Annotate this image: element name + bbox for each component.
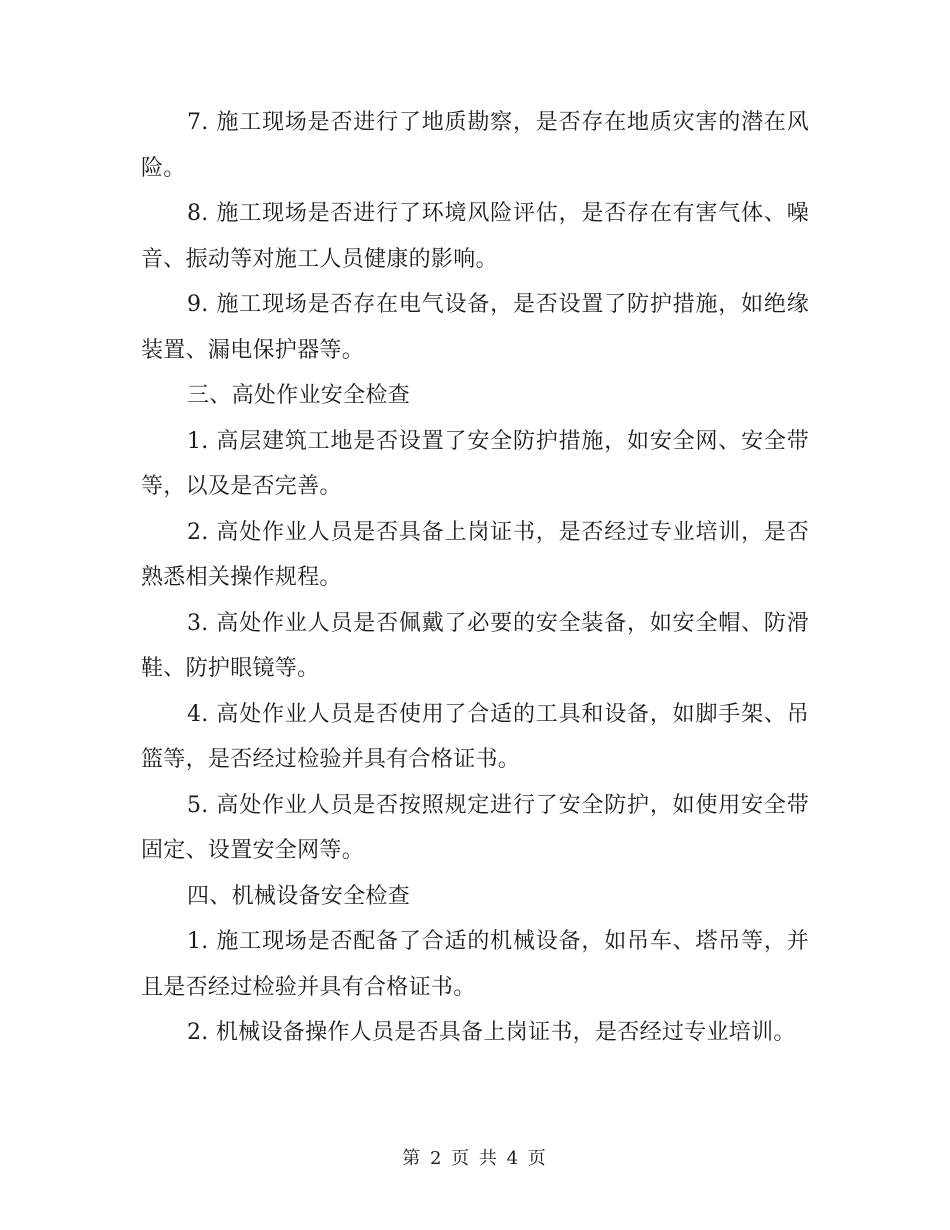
list-item-4: 4. 高处作业人员是否使用了合适的工具和设备，如脚手架、吊篮等，是否经过检验并具有合格证书。: [141, 701, 809, 772]
document-body: [141, 100, 809, 1056]
list-item-9: 9. 施工现场是否存在电气设备，是否设置了防护措施，如绝缘装置、漏电保护器等。: [141, 292, 809, 363]
list-item-7: 7. 施工现场是否进行了地质勘察，是否存在地质灾害的潜在风险。: [141, 110, 809, 181]
section-heading-3: 三、高处作业安全检查: [187, 383, 411, 408]
list-item-3: 3. 高处作业人员是否佩戴了必要的安全装备，如安全帽、防滑鞋、防护眼镜等。: [141, 610, 809, 681]
list-item-5: 5. 高处作业人员是否按照规定进行了安全防护，如使用安全带固定、设置安全网等。: [141, 792, 809, 863]
section-heading-4: 四、机械设备安全检查: [187, 883, 411, 909]
page-number-footer: 第 2 页 共 4 页: [402, 1148, 548, 1169]
list-item-2: 2. 高处作业人员是否具备上岗证书，是否经过专业培训，是否熟悉相关操作规程。: [141, 519, 809, 590]
list-item-2: 2. 机械设备操作人员是否具备上岗证书，是否经过专业培训。: [187, 1020, 796, 1045]
list-item-1: 1. 高层建筑工地是否设置了安全防护措施，如安全网、安全带等，以及是否完善。: [141, 428, 809, 499]
list-item-1: 1. 施工现场是否配备了合适的机械设备，如吊车、塔吊等，并且是否经过检验并具有合格证书。: [141, 929, 809, 1000]
list-item-8: 8. 施工现场是否进行了环境风险评估，是否存在有害气体、噪音、振动等对施工人员健康的影响。: [141, 201, 809, 272]
